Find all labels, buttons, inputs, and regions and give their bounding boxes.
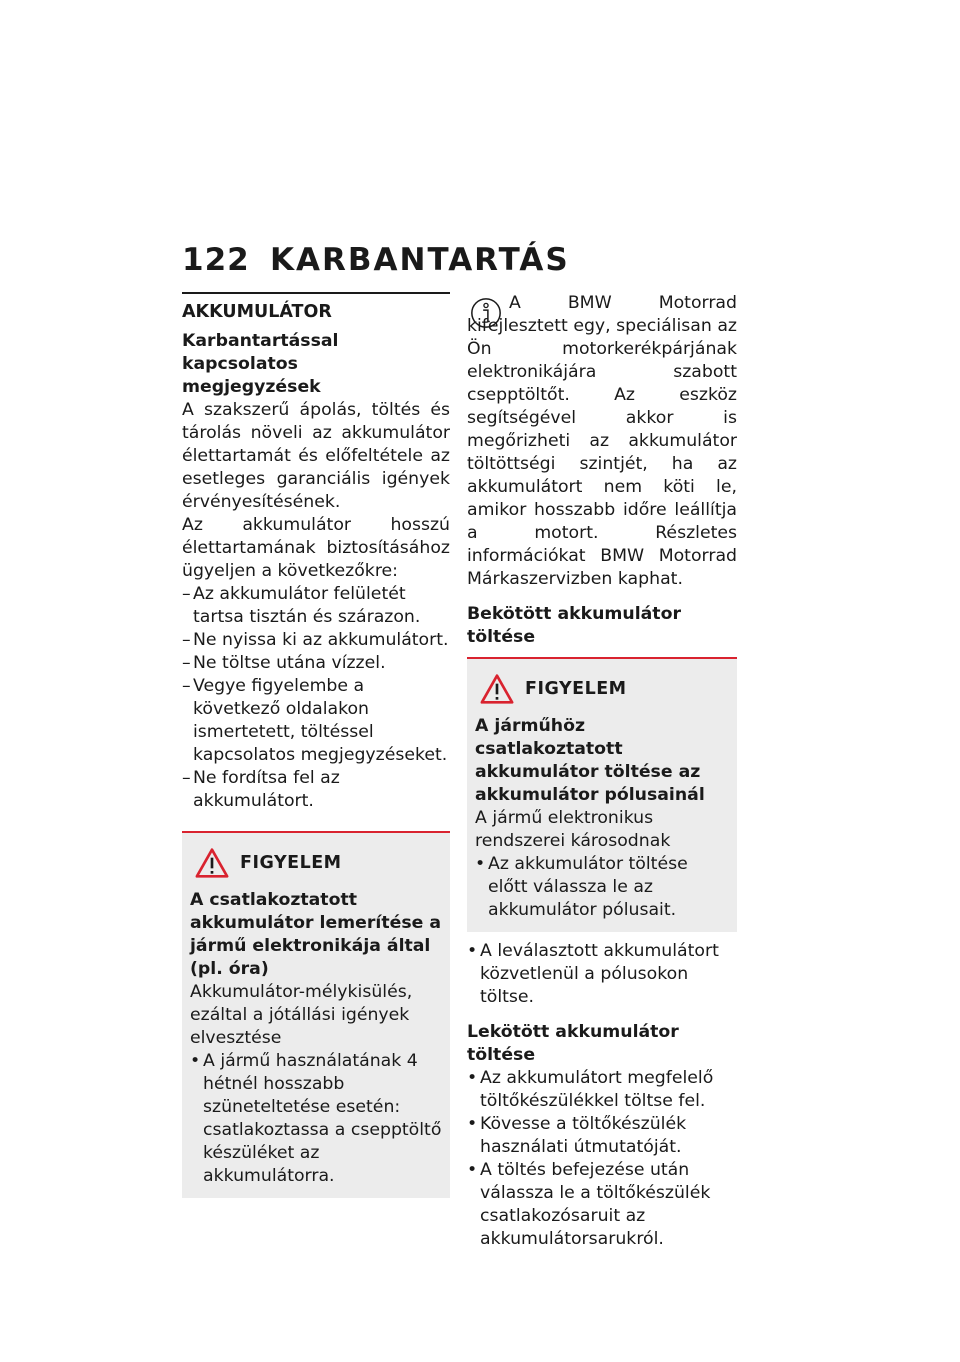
warning-box <box>182 831 450 1198</box>
paragraph-care: A szakszerű ápolás, töltés és tárolás növeli az akkumulátor élettartamát és előfeltétele az esetleges garanciális igények érvényesítésének. <box>182 400 450 512</box>
warning-description: A jármű elektronikus rendszerei károsodnak <box>475 808 671 851</box>
disconnected-bullets <box>467 1067 737 1251</box>
warning-description: Akkumulátor-mélykisülés, ezáltal a jótállási igények elvesztése <box>190 982 413 1048</box>
warning-label: FIGYELEM <box>525 678 627 699</box>
list-item: • A töltés befejezése után válassza le a töltőkészülék csatlakozósaruit az akkumulátorsarukról. <box>467 1160 711 1249</box>
connected-title: Bekötött akkumulátor töltése <box>467 604 681 647</box>
warning-header <box>475 673 729 705</box>
list-item: • A jármű használatának 4 hétnél hosszabb szüneteltetése esetén: csatlakoztassa a csepptöltő készüléket az akkumulátorra. <box>190 1051 442 1186</box>
connected-bullets <box>467 940 737 1009</box>
info-text: A BMW Motorrad kifejlesztett egy, speciálisan az Ön motorkerékpárjának elektronikájára szabott csepptöltőt. Az eszköz segítségével akkor is megőrizheti az akkumulátor töltöttségi szintjét, ha az akkumulátort nem köti le, amikor hosszabb időre leállítja a motort. Részletes információkat BMW Motorrad Márkaszervizben kaphat. <box>467 293 737 589</box>
list-item: • Az akkumulátort megfelelő töltőkészülékkel töltse fel. <box>467 1068 714 1111</box>
list-item: • A leválasztott akkumulátort közvetlenül a pólusokon töltse. <box>467 941 719 1007</box>
right-column <box>467 292 737 1251</box>
list-item: – Ne töltse utána vízzel. <box>182 653 386 673</box>
list-item: • Kövesse a töltőkészülék használati útmutatóját. <box>467 1114 687 1157</box>
notes-title <box>182 330 450 399</box>
page-title: KARBANTARTÁS <box>270 242 570 278</box>
list-item: – Ne nyissa ki az akkumulátort. <box>182 630 449 650</box>
info-note <box>467 292 737 591</box>
dash-list <box>182 583 450 813</box>
disconnected-title: Lekötött akkumulátor töltése <box>467 1022 679 1065</box>
paragraph-longevity: Az akkumulátor hosszú élettartamának biztosításához ügyeljen a következőkre: <box>182 515 450 581</box>
warning-label: FIGYELEM <box>240 852 342 873</box>
left-column <box>182 292 450 1198</box>
warning-title: A járműhöz csatlakoztatott akkumulátor töltése az akkumulátor pólusainál <box>475 716 705 805</box>
info-icon <box>469 296 503 330</box>
list-item: – Vegye figyelembe a következő oldalakon ismertetett, töltéssel kapcsolatos megjegyzéseket. <box>182 676 448 765</box>
page-header <box>182 242 570 278</box>
list-item: – Az akkumulátor felületét tartsa tisztán és szárazon. <box>182 584 421 627</box>
warning-title: A csatlakoztatott akkumulátor lemerítése a jármű elektronikája által (pl. óra) <box>190 890 442 979</box>
warning-header <box>190 847 442 879</box>
warning-bullets <box>475 853 729 922</box>
warning-box <box>467 657 737 932</box>
section-rule <box>182 292 450 324</box>
list-item: – Ne fordítsa fel az akkumulátort. <box>182 768 340 811</box>
notes-title-line-2: megjegyzések <box>182 377 321 397</box>
warning-bullets <box>190 1050 442 1188</box>
warning-icon <box>194 847 230 879</box>
page-number: 122 <box>182 242 250 278</box>
list-item: • Az akkumulátor töltése előtt válassza le az akkumulátor pólusait. <box>475 854 688 920</box>
section-title: AKKUMULÁTOR <box>182 302 332 322</box>
warning-icon <box>479 673 515 705</box>
notes-title-line-1: Karbantartással kapcsolatos <box>182 331 339 374</box>
